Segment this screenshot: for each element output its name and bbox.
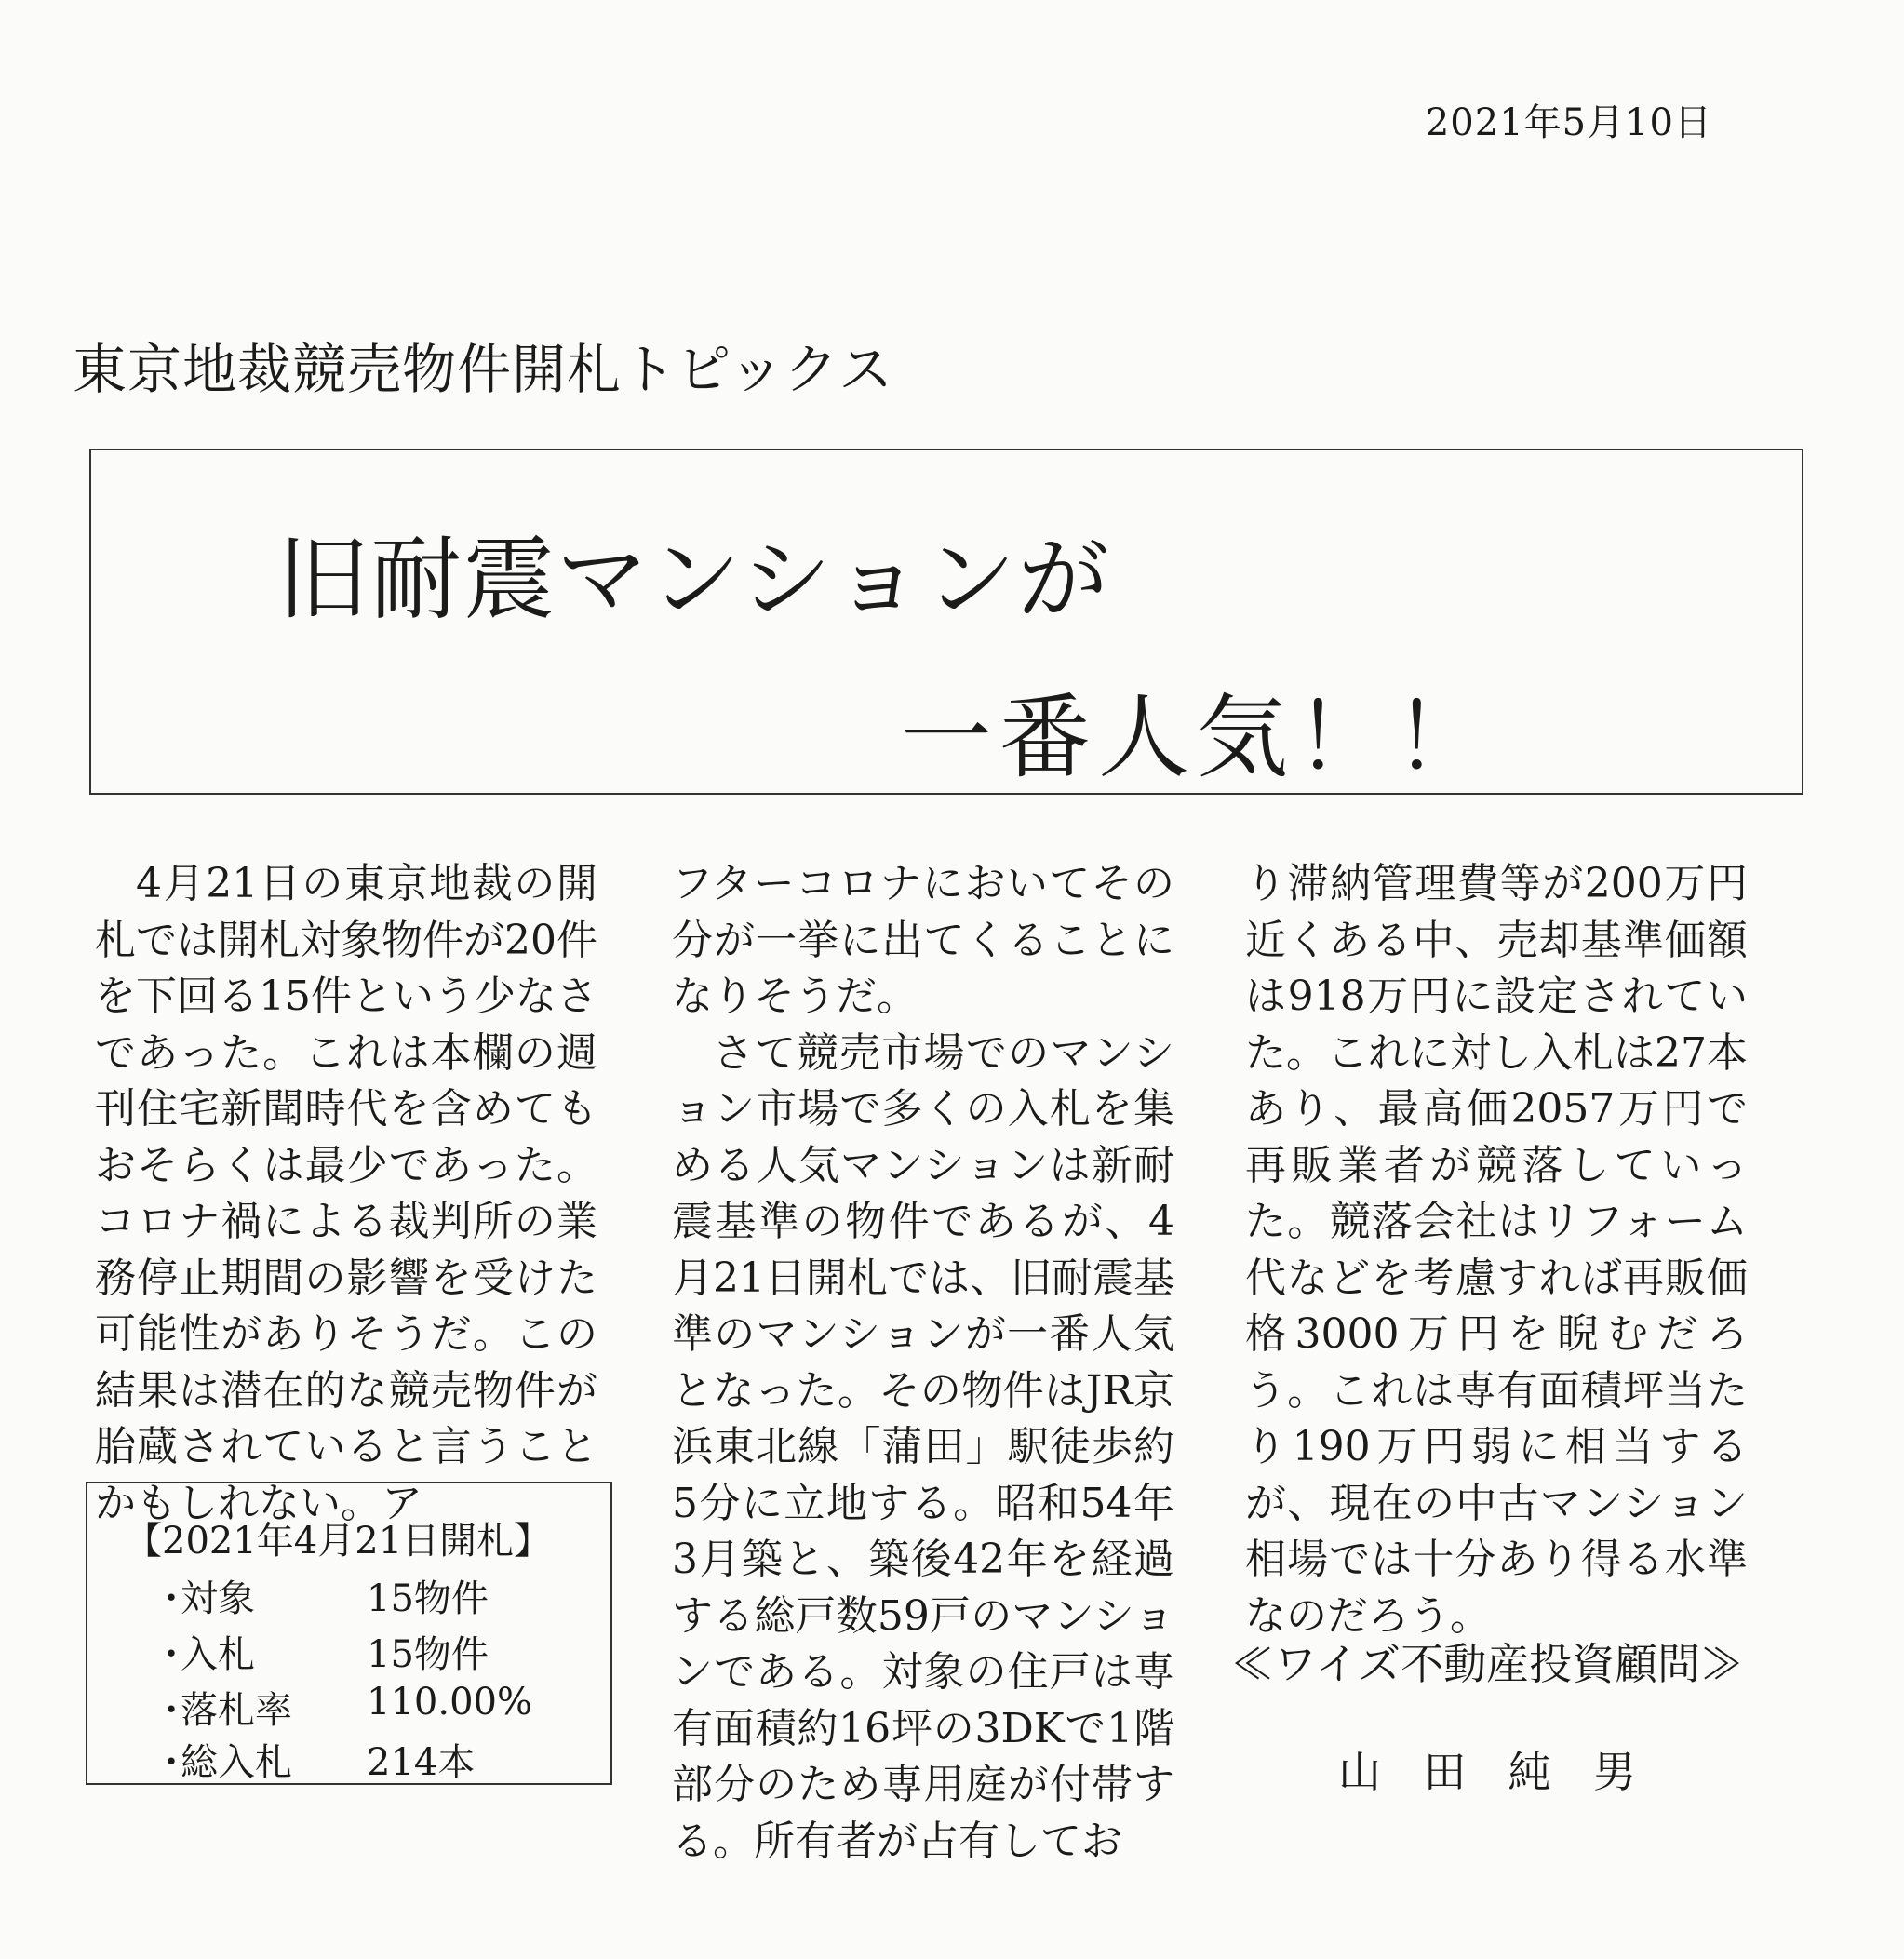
- summary-row-award-rate: [153, 1681, 599, 1737]
- column-2-paragraph-1: フターコロナにおいてその分が一挙に出てくることになりそうだ。: [672, 860, 1174, 1020]
- summary-label: 対象: [181, 1577, 255, 1620]
- column-3-paragraph-1: り滞納管理費等が200万円近くある中、売却基準価額は918万円に設定されていた。これに対し入札は27本あり、最高価2057万円で再販業者が競落していった。競落会社はリフォーム代などを考慮すれば再販価格3000万円を睨むだろう。これは専有面積坪当たり190万円弱に相当するが、現在の中古マンション相場では十分あり得る水準なのだろう。: [1245, 860, 1748, 1640]
- summary-row-bids-properties: [153, 1625, 599, 1681]
- author-char: 男: [1592, 1747, 1636, 1797]
- column-1-paragraph-1: 4月21日の東京地裁の開札では開札対象物件が20件を下回る15件という少なさであった。これは本欄の週刊住宅新聞時代を含めてもおそらくは最少であった。コロナ禍による裁判所の業務停止期間の影響を受けた可能性がありそうだ。この結果は潜在的な競売物件が胎蔵されていると言うことかもしれない。ア: [95, 860, 597, 1527]
- author-name: [1338, 1738, 1636, 1800]
- bullet: ・: [153, 1689, 190, 1732]
- headline-line-2: 一番人気！！: [901, 685, 1494, 791]
- bullet: ・: [153, 1633, 190, 1676]
- bullet: ・: [153, 1741, 190, 1784]
- firm-name: ≪ワイズ不動産投資顧問≫: [1230, 1639, 1744, 1689]
- article-column-1: [95, 856, 597, 1532]
- column-2-paragraph-2: さて競売市場でのマンション市場で多くの入札を集める人気マンションは新耐震基準の物件であるが、4月21日開札では、旧耐震基準のマンションが一番人気となった。その物件はJR京浜東北線「蒲田」駅徒歩約5分に立地する。昭和54年3月築と、築後42年を経過する総戸数59戸のマンションである。対象の住戸は専有面積約16坪の3DKで1階部分のため専用庭が付帯する。所有者が占有してお: [672, 1028, 1174, 1865]
- summary-row-total-bids: [153, 1733, 599, 1789]
- headline-box: [89, 449, 1803, 795]
- summary-value: 110.00%: [367, 1681, 532, 1724]
- summary-title: 【2021年4月21日開札】: [125, 1520, 552, 1563]
- summary-value: 214本: [367, 1741, 476, 1784]
- headline-line-1: 旧耐震マンションが: [277, 527, 1111, 633]
- document-date: 2021年5月10日: [1425, 101, 1712, 144]
- summary-label: 落札率: [181, 1689, 292, 1732]
- summary-box: [86, 1482, 612, 1785]
- summary-label: 入札: [181, 1633, 255, 1676]
- author-char: 田: [1423, 1747, 1467, 1797]
- topic-title: 東京地裁競売物件開札トピックス: [73, 338, 894, 401]
- author-char: 山: [1338, 1747, 1381, 1797]
- summary-label: 総入札: [181, 1741, 292, 1784]
- summary-value: 15物件: [367, 1633, 489, 1676]
- author-char: 純: [1508, 1747, 1551, 1797]
- article-column-2: [672, 856, 1174, 1870]
- summary-value: 15物件: [367, 1577, 489, 1620]
- summary-row-target: [153, 1569, 599, 1625]
- bullet: ・: [153, 1577, 190, 1620]
- article-column-3: [1245, 856, 1748, 1644]
